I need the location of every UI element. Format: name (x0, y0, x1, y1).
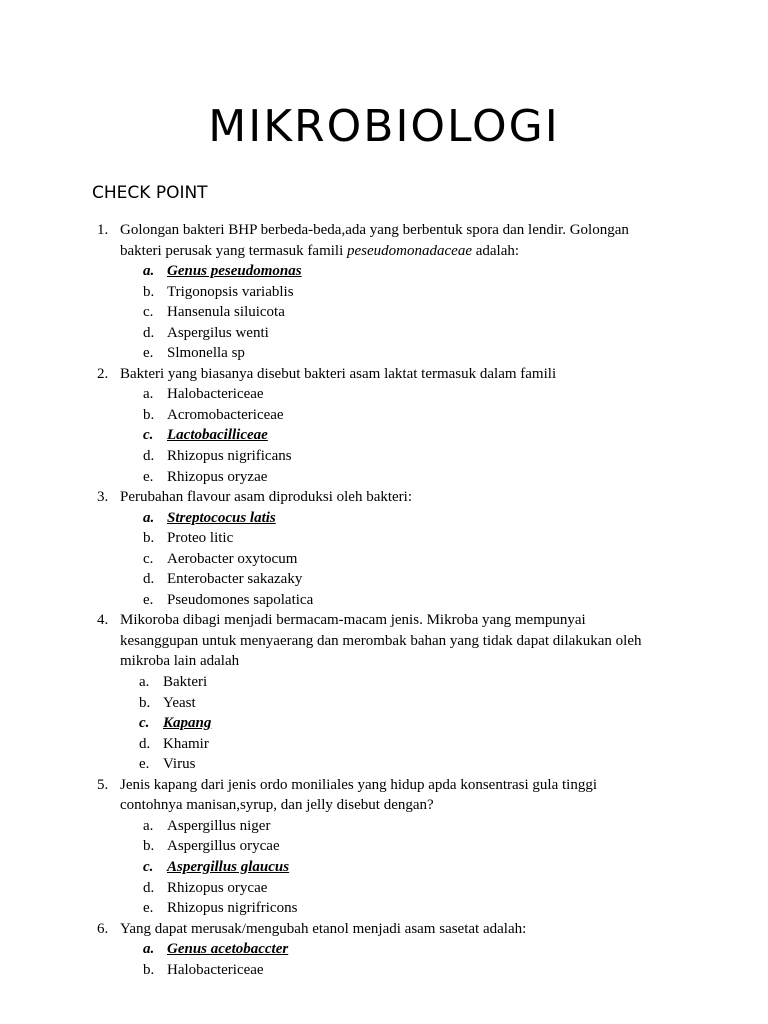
page-title: MIKROBIOLOGI (208, 101, 560, 152)
option-letter: a. (143, 941, 155, 958)
answer-option (0, 549, 768, 570)
correct-answer-text: Aspergillus glaucus (167, 858, 290, 875)
answer-option (0, 343, 768, 364)
question-number: 6. (97, 920, 109, 937)
option-letter: a. (143, 263, 155, 280)
question-number: 4. (97, 612, 109, 629)
correct-answer-text: Streptococus latis (167, 509, 276, 526)
question-tail: adalah: (471, 242, 520, 259)
answer-option (0, 569, 768, 590)
answer-option (0, 672, 768, 693)
option-letter: e. (143, 900, 154, 917)
option-text: Halobactericeae (167, 386, 264, 403)
question-number: 2. (97, 365, 109, 382)
option-text: Rhizopus orycae (167, 879, 268, 896)
section-heading: CHECK POINT (92, 183, 208, 203)
option-letter: b. (143, 530, 155, 547)
question-emphasis: peseudomonadaceae (347, 242, 472, 259)
correct-answer-text: Lactobacilliceae (167, 427, 268, 444)
option-text: Acromobactericeae (167, 406, 284, 423)
option-letter: b. (139, 694, 151, 711)
answer-option (0, 282, 768, 303)
answer-option (0, 816, 768, 837)
option-text: Aspergillus niger (167, 817, 271, 834)
question-text: Yang dapat merusak/mengubah etanol menjadi asam sasetat adalah: (120, 920, 527, 937)
option-letter: a. (143, 817, 154, 834)
answer-option (0, 734, 768, 755)
answer-option (0, 467, 768, 488)
question-text: mikroba lain adalah (120, 653, 240, 670)
answer-option (0, 302, 768, 323)
option-letter: e. (143, 591, 154, 608)
question-continuation-line (0, 241, 768, 262)
question-text: Golongan bakteri BHP berbeda-beda,ada yang berbentuk spora dan lendir. Golongan (120, 222, 629, 238)
question-number: 3. (97, 489, 109, 506)
question-text: Bakteri yang biasanya disebut bakteri asam laktat termasuk dalam famili (120, 365, 557, 382)
option-text: Rhizopus oryzae (167, 468, 268, 485)
question-list (0, 220, 768, 980)
question-line (0, 364, 768, 385)
answer-option (0, 384, 768, 405)
answer-option (0, 857, 768, 878)
question-line (0, 775, 768, 796)
option-letter: b. (143, 283, 155, 300)
correct-answer-text: Genus acetobaccter (167, 941, 289, 958)
option-letter: b. (143, 406, 155, 423)
option-letter: a. (139, 674, 150, 691)
option-letter: c. (143, 304, 154, 321)
answer-option (0, 960, 768, 981)
option-text: Enterobacter sakazaky (167, 571, 303, 588)
option-letter: c. (143, 858, 154, 875)
question-line (0, 919, 768, 940)
option-letter: a. (143, 509, 155, 526)
option-text: Bakteri (163, 674, 208, 691)
answer-option (0, 693, 768, 714)
answer-option (0, 508, 768, 529)
option-text: Rhizopus nigrifricons (167, 900, 298, 917)
option-text: Trigonopsis variablis (167, 283, 294, 300)
answer-option (0, 754, 768, 775)
answer-option (0, 405, 768, 426)
option-letter: a. (143, 386, 154, 403)
answer-option (0, 939, 768, 960)
answer-option (0, 446, 768, 467)
question-number: 5. (97, 776, 109, 793)
option-letter: d. (143, 879, 155, 896)
option-letter: b. (143, 961, 155, 978)
option-text: Aspergilus wenti (167, 324, 269, 341)
option-letter: c. (139, 715, 150, 732)
answer-option (0, 590, 768, 611)
question-text: Perubahan flavour asam diproduksi oleh bakteri: (120, 489, 413, 506)
option-letter: c. (143, 427, 154, 444)
option-text: Khamir (163, 735, 209, 752)
answer-option (0, 425, 768, 446)
option-text: Slmonella sp (167, 345, 245, 362)
question-line (0, 220, 768, 241)
answer-option (0, 898, 768, 919)
option-text: Hansenula siluicota (167, 304, 285, 321)
answer-option (0, 528, 768, 549)
answer-option (0, 878, 768, 899)
option-text: Aspergillus orycae (167, 838, 280, 855)
answer-option (0, 261, 768, 282)
option-letter: d. (143, 448, 155, 465)
question-line (0, 487, 768, 508)
answer-option (0, 836, 768, 857)
question-continuation-line (0, 795, 768, 816)
question-text: kesanggupan untuk menyaerang dan merombak bahan yang tidak dapat dilakukan oleh (120, 632, 642, 649)
option-text: Yeast (163, 694, 196, 711)
option-letter: c. (143, 550, 154, 567)
question-text: Jenis kapang dari jenis ordo moniliales yang hidup apda konsentrasi gula tinggi (120, 776, 597, 793)
question-text: contohnya manisan,syrup, dan jelly disebut dengan? (120, 797, 434, 814)
option-text: Pseudomones sapolatica (167, 591, 314, 608)
question-number: 1. (97, 222, 109, 238)
correct-answer-text: Kapang (163, 715, 212, 732)
option-letter: e. (143, 345, 154, 362)
option-text: Rhizopus nigrificans (167, 448, 292, 465)
question-continuation-line (0, 651, 768, 672)
question-line (0, 610, 768, 631)
option-letter: d. (139, 735, 151, 752)
correct-answer-text: Genus peseudomonas (167, 263, 302, 280)
question-text: Mikoroba dibagi menjadi bermacam-macam jenis. Mikroba yang mempunyai (120, 612, 586, 629)
option-letter: e. (143, 468, 154, 485)
question-continuation-line (0, 631, 768, 652)
option-letter: d. (143, 324, 155, 341)
answer-option (0, 713, 768, 734)
option-letter: b. (143, 838, 155, 855)
option-text: Aerobacter oxytocum (167, 550, 298, 567)
option-letter: e. (139, 756, 150, 773)
option-text: Proteo litic (167, 530, 234, 547)
answer-option (0, 323, 768, 344)
option-letter: d. (143, 571, 155, 588)
option-text: Halobactericeae (167, 961, 264, 978)
question-text: bakteri perusak yang termasuk famili peseudomonadaceae adalah: (120, 242, 520, 259)
option-text: Virus (163, 756, 196, 773)
